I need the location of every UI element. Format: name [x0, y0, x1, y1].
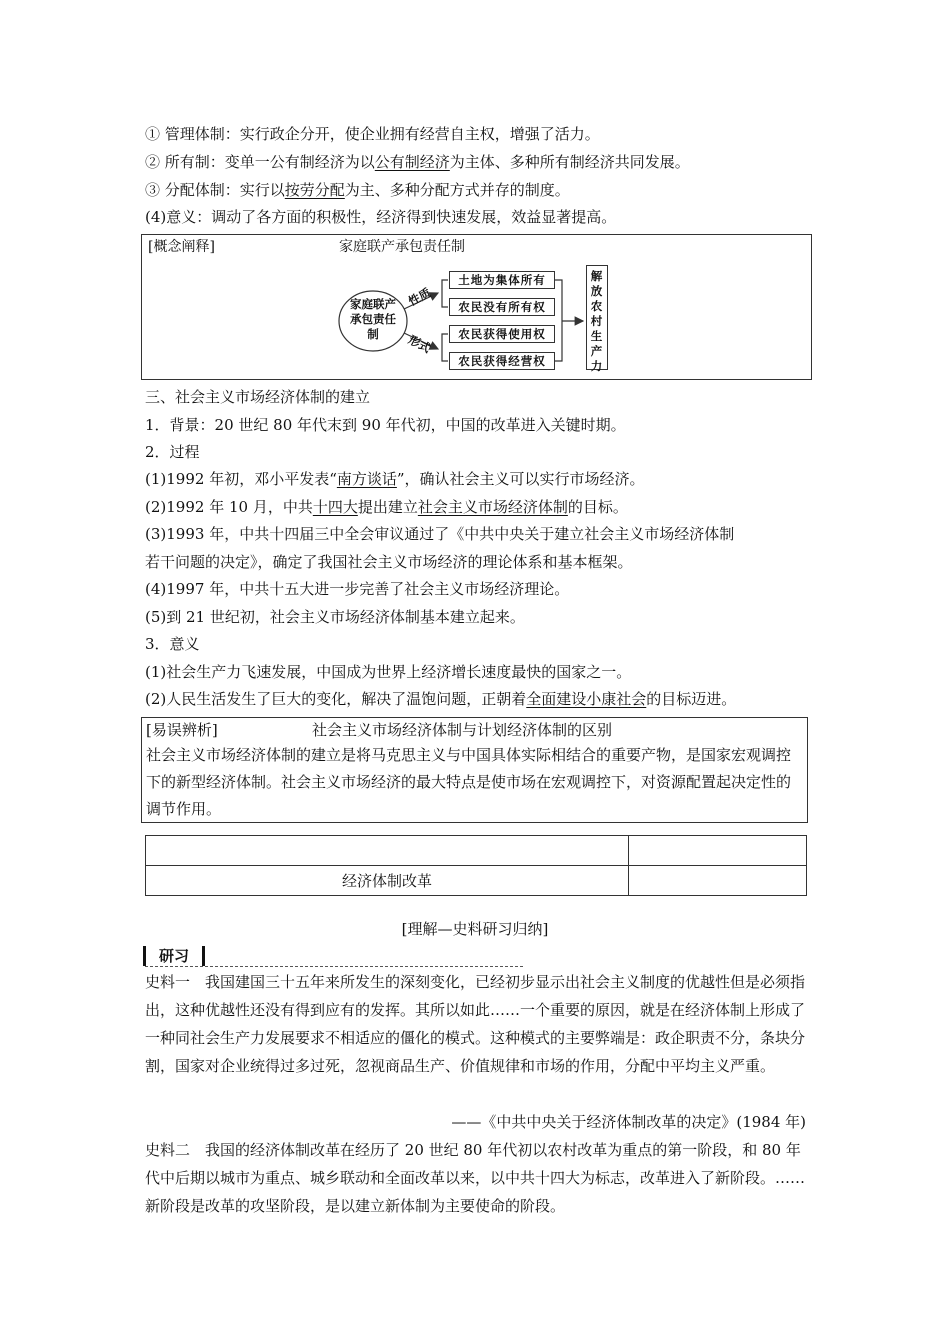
table-row — [146, 836, 807, 866]
list-item-ownership: ② 所有制：变单一公有制经济为以公有制经济为主体、多种所有制经济共同发展。 — [145, 153, 690, 171]
source-2: 史料二 我国的经济体制改革在经历了 20 世纪 80 年代初以农村改革为重点的第一阶段，和 80 年代中后期以城市为重点、城乡联动和全面改革以来，以中共十四大为标志，改革进入了新阶段。……新阶段是改革的攻坚阶段，是以建立新体制为主要使命的阶段。 — [145, 1141, 806, 1215]
item-use-right: 农民获得使用权 — [449, 325, 555, 343]
list-item-significance: (4)意义：调动了各方面的积极性，经济得到快速发展，效益显著提高。 — [145, 208, 617, 226]
mistake-box — [141, 717, 808, 823]
source-1-citation: ——《中共中央关于经济体制改革的决定》(1984 年) — [451, 1113, 806, 1131]
source-1: 史料一 我国建国三十五年来所发生的深刻变化，已经初步显示出社会主义制度的优越性但是必须指出，这种优越性还没有得到应有的发挥。其所以如此……一个重要的原因，就是在经济体制上形成了一种同社会生产力发展要求不相适应的僵化的模式。这种模式的主要弊端是：政企职责不分，条块分割，国家对企业统得过多过死，忽视商品生产、价值规律和市场的作用，分配中平均主义严重。 — [145, 973, 806, 1075]
process-item-3b: 若干问题的决定》，确定了我国社会主义市场经济的理论体系和基本框架。 — [145, 553, 633, 571]
summary-table — [145, 835, 807, 896]
item-land-collective: 土地为集体所有 — [449, 271, 555, 289]
bracket-nature — [442, 280, 448, 307]
concept-title: 家庭联产承包责任制 — [339, 239, 465, 255]
study-divider — [145, 966, 523, 967]
result-box: 解放农村生产力 — [586, 265, 608, 370]
mistake-text: 社会主义市场经济体制的建立是将马克思主义与中国具体实际相结合的重要产物，是国家宏观调控下的新型经济体制。社会主义市场经济的最大特点是使市场在宏观调控下，对资源配置起决定性的调节作用。 — [146, 746, 792, 818]
concept-box — [141, 234, 812, 380]
table-cell — [146, 836, 629, 866]
mistake-title: 社会主义市场经济体制与计划经济体制的区别 — [312, 721, 613, 739]
label-form: 形式 — [406, 332, 433, 356]
process-item-4: (4)1997 年，中共十五大进一步完善了社会主义市场经济理论。 — [145, 580, 570, 598]
significance-item-1: (1)社会生产力飞速发展，中国成为世界上经济增长速度最快的国家之一。 — [145, 663, 632, 681]
label-nature: 性质 — [406, 285, 433, 309]
concept-tag: [概念阐释] — [148, 239, 215, 255]
bracket-right — [555, 280, 562, 361]
process-item-3a: (3)1993 年，中共十四届三中全会审议通过了《中共中央关于建立社会主义市场经济体制 — [145, 525, 735, 543]
background-line: 1．背景：20 世纪 80 年代末到 90 年代初，中国的改革进入关键时期。 — [145, 416, 626, 434]
study-badge: 研习 — [143, 946, 205, 966]
item-operate-right: 农民获得经营权 — [449, 352, 555, 370]
mistake-tag: [易误辨析] — [146, 721, 218, 739]
study-title: [理解—史料研习归纳] — [401, 920, 549, 938]
process-item-5: (5)到 21 世纪初，社会主义市场经济体制基本建立起来。 — [145, 608, 525, 626]
section-heading: 三、社会主义市场经济体制的建立 — [145, 388, 371, 406]
table-cell — [629, 866, 807, 896]
center-label: 家庭联产 承包责任 制 — [350, 297, 396, 341]
process-heading: 2．过程 — [145, 443, 200, 461]
bracket-form — [442, 334, 448, 361]
process-item-1: (1)1992 年初，邓小平发表“南方谈话”，确认社会主义可以实行市场经济。 — [145, 470, 645, 488]
significance-heading: 3．意义 — [145, 635, 200, 653]
table-cell — [629, 836, 807, 866]
process-item-2: (2)1992 年 10 月，中共十四大提出建立社会主义市场经济体制的目标。 — [145, 498, 628, 516]
table-cell-reform: 经济体制改革 — [146, 866, 629, 896]
item-no-ownership: 农民没有所有权 — [449, 298, 555, 316]
table-row — [146, 866, 807, 896]
list-item-management: ① 管理体制：实行政企分开，使企业拥有经营自主权，增强了活力。 — [145, 125, 600, 143]
significance-item-2: (2)人民生活发生了巨大的变化，解决了温饱问题，正朝着全面建设小康社会的目标迈进。 — [145, 690, 737, 708]
list-item-distribution: ③ 分配体制：实行以按劳分配为主、多种分配方式并存的制度。 — [145, 181, 570, 199]
